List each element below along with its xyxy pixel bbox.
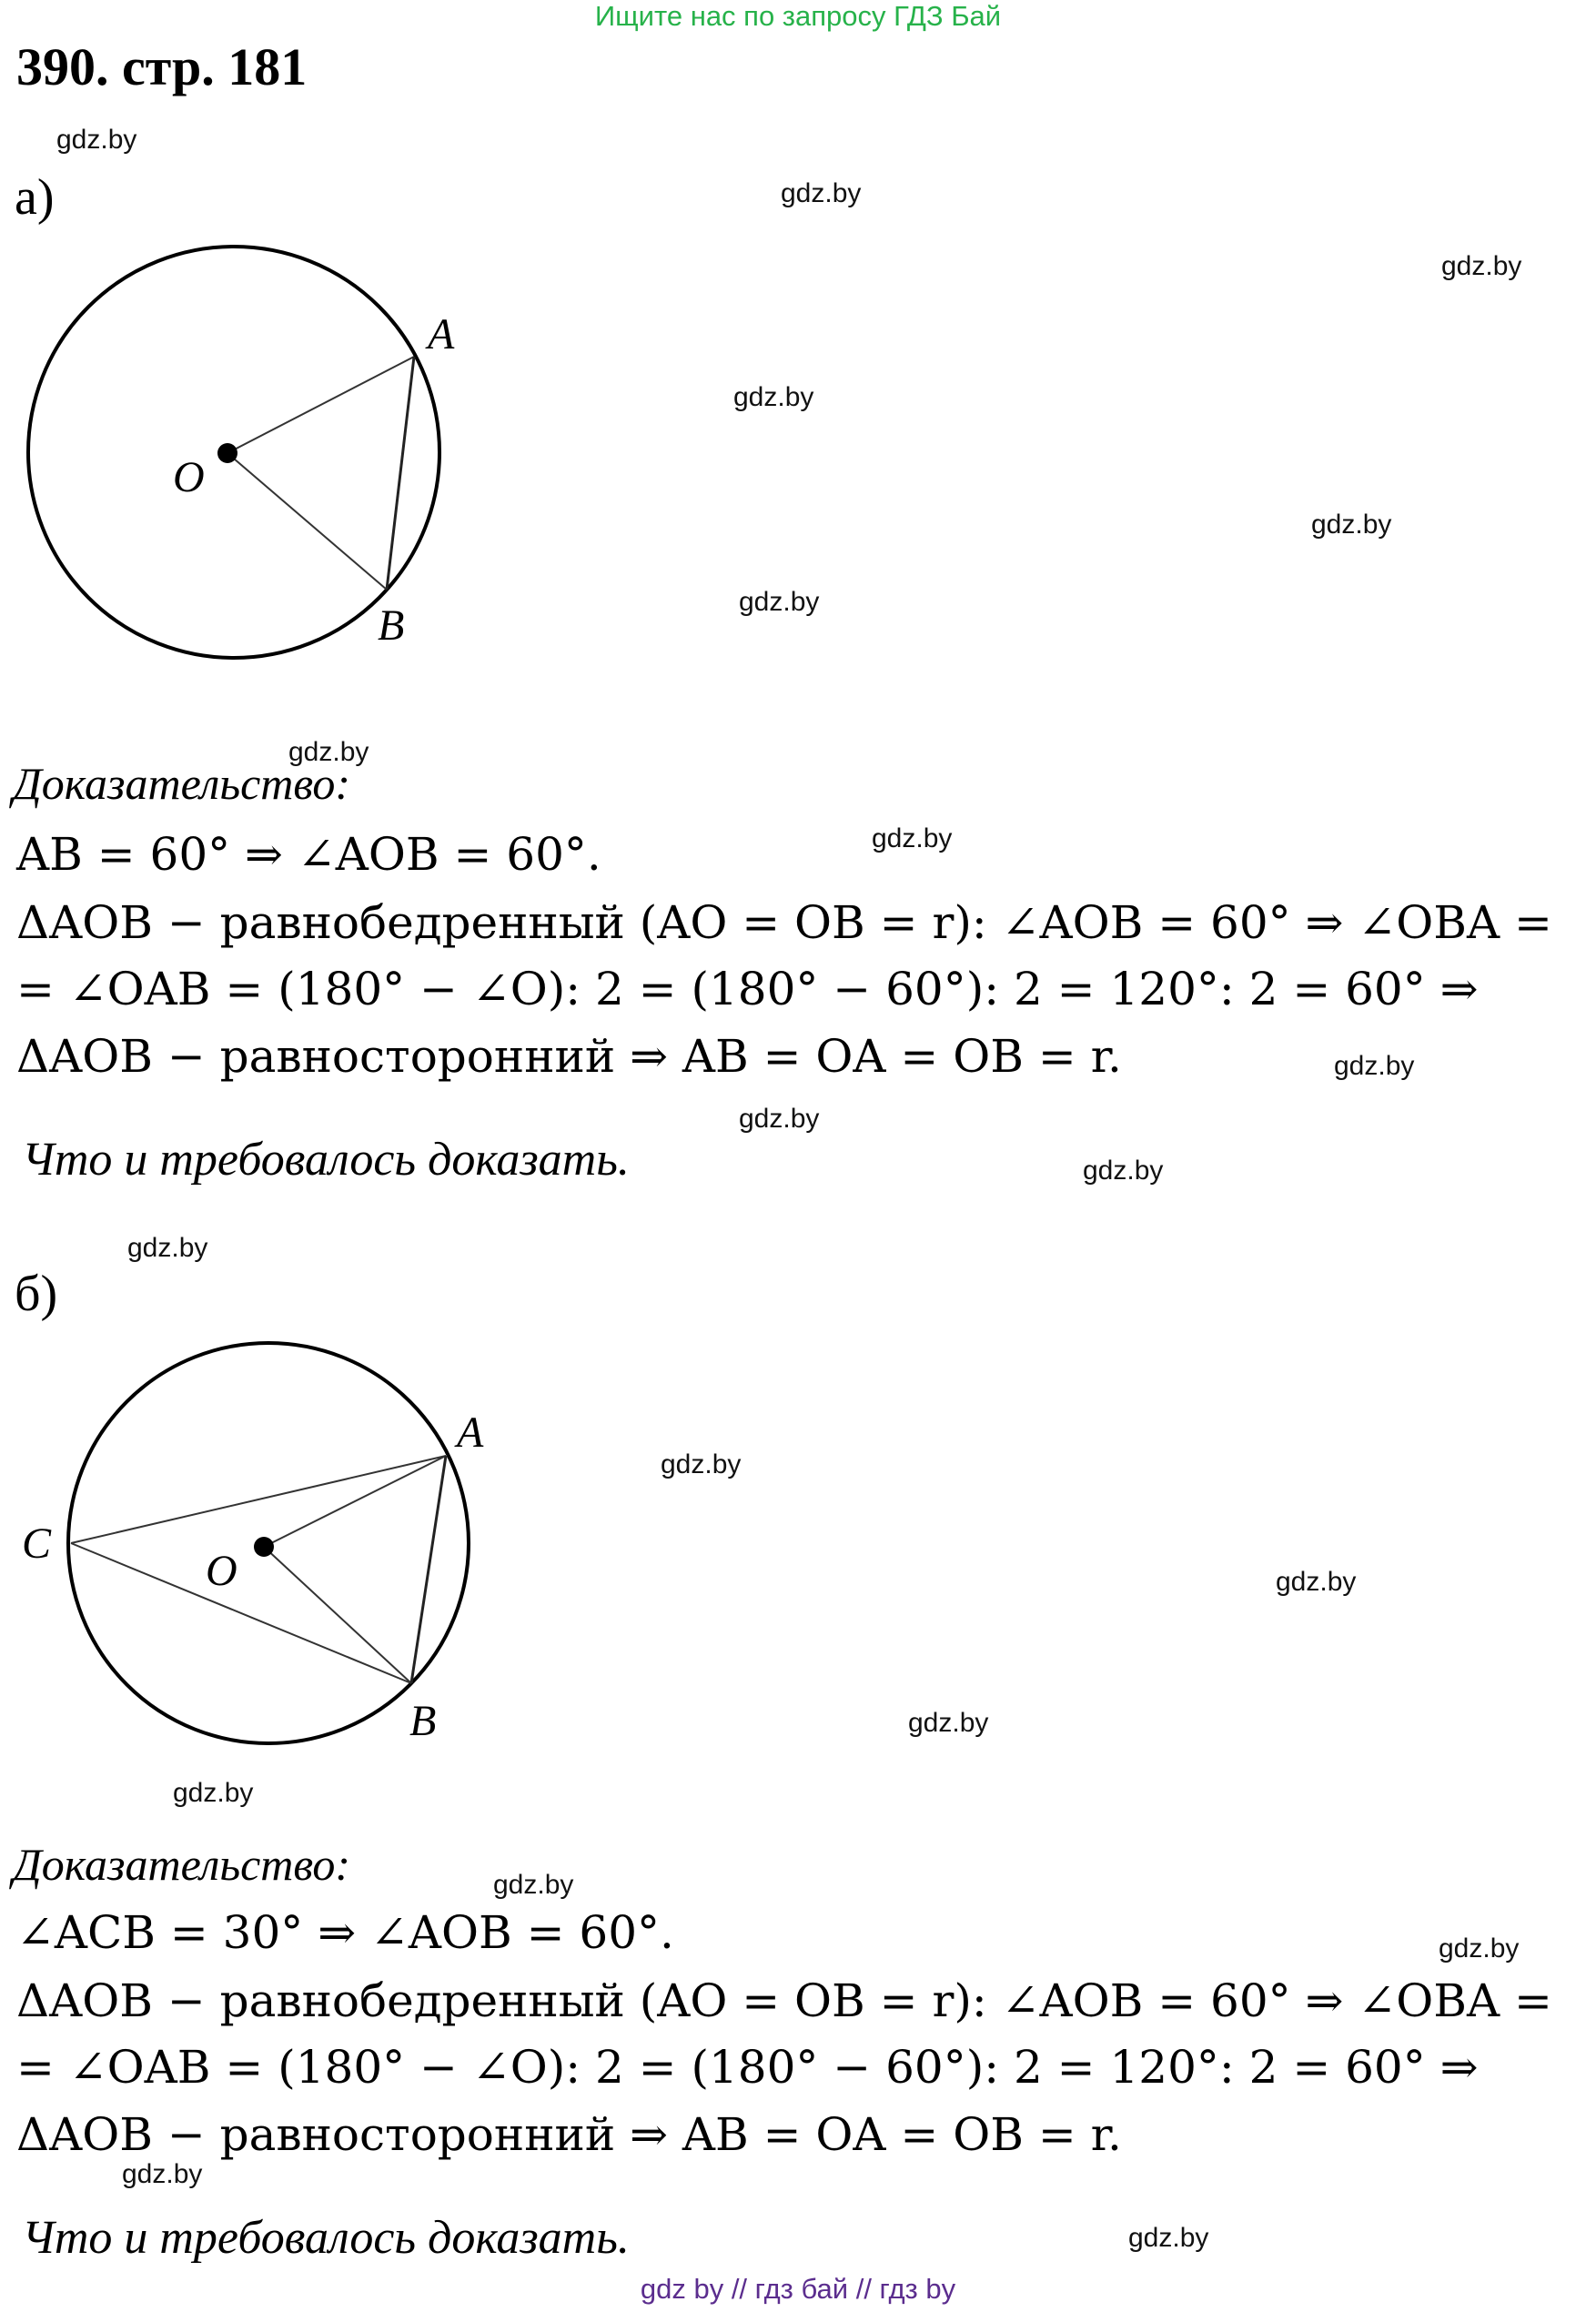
watermark: gdz.by <box>493 1870 574 1900</box>
part-a-line-4: ΔAOB − равносторонний ⇒ AB = OA = OB = r. <box>16 1030 1122 1083</box>
watermark: gdz.by <box>288 737 369 767</box>
top-banner: Ищите нас по запросу ГДЗ Бай <box>594 0 1002 32</box>
part-a-line-3: = ∠OAB = (180° − ∠O): 2 = (180° − 60°): 2 = 120°: 2 = 60° ⇒ <box>16 963 1479 1015</box>
part-a-line-2: ΔAOB − равнобедренный (AO = OB = r): ∠AOB = 60° ⇒ ∠OBA = <box>16 896 1552 949</box>
center-point-o <box>217 443 237 463</box>
watermark: gdz.by <box>1334 1051 1415 1081</box>
watermark: gdz.by <box>1439 1933 1520 1964</box>
watermark: gdz.by <box>739 587 820 617</box>
segment-cb <box>71 1543 411 1683</box>
watermark: gdz.by <box>1083 1156 1164 1186</box>
watermark: gdz.by <box>733 382 814 412</box>
watermark: gdz.by <box>781 178 862 208</box>
label-b: B <box>409 1697 437 1745</box>
part-b-proof-heading: Доказательство: <box>13 1839 351 1890</box>
watermark: gdz.by <box>661 1449 742 1479</box>
task-title: 390. стр. 181 <box>16 37 308 96</box>
segment-ob <box>264 1547 411 1683</box>
watermark: gdz.by <box>908 1708 989 1738</box>
label-a: A <box>457 1408 484 1457</box>
watermark: gdz.by <box>127 1233 208 1263</box>
watermark: gdz.by <box>1311 510 1392 540</box>
part-b-line-3: = ∠OAB = (180° − ∠O): 2 = (180° − 60°): 2 = 120°: 2 = 60° ⇒ <box>16 2041 1479 2094</box>
part-a-figure <box>0 227 473 682</box>
label-b: B <box>378 601 405 650</box>
part-a-conclusion: Что и требовалось доказать. <box>22 1134 630 1186</box>
part-b-label: б) <box>15 1266 58 1322</box>
label-o: O <box>173 453 205 501</box>
segment-ca <box>71 1456 446 1543</box>
label-a: A <box>428 310 455 358</box>
part-b-figure <box>0 1328 510 1774</box>
watermark: gdz.by <box>1441 251 1522 281</box>
part-a-line-1: AB = 60° ⇒ ∠AOB = 60°. <box>16 828 601 881</box>
part-b-line-4: ΔAOB − равносторонний ⇒ AB = OA = OB = r. <box>16 2108 1122 2161</box>
watermark: gdz.by <box>872 823 953 853</box>
segment-oa <box>264 1456 446 1547</box>
watermark: gdz.by <box>739 1104 820 1134</box>
segment-ab <box>387 357 414 590</box>
part-a-label: а) <box>15 169 55 226</box>
watermark: gdz.by <box>1128 2223 1209 2253</box>
part-b-line-1: ∠ACB = 30° ⇒ ∠AOB = 60°. <box>16 1906 674 1959</box>
segment-oa <box>227 357 414 453</box>
label-o: O <box>206 1547 237 1595</box>
center-point-o <box>254 1537 274 1557</box>
watermark: gdz.by <box>122 2159 203 2189</box>
segment-ab <box>411 1456 446 1683</box>
watermark: gdz.by <box>173 1778 254 1808</box>
watermark: gdz.by <box>56 125 137 155</box>
watermark: gdz.by <box>1276 1567 1357 1597</box>
footer-links: gdz by // гдз бай // гдз by <box>640 2273 956 2305</box>
part-b-conclusion: Что и требовалось доказать. <box>22 2212 630 2264</box>
label-c: C <box>22 1519 52 1568</box>
part-b-line-2: ΔAOB − равнобедренный (AO = OB = r): ∠AOB = 60° ⇒ ∠OBA = <box>16 1974 1552 2027</box>
part-a-proof-heading: Доказательство: <box>13 758 351 809</box>
segment-ob <box>227 453 387 590</box>
